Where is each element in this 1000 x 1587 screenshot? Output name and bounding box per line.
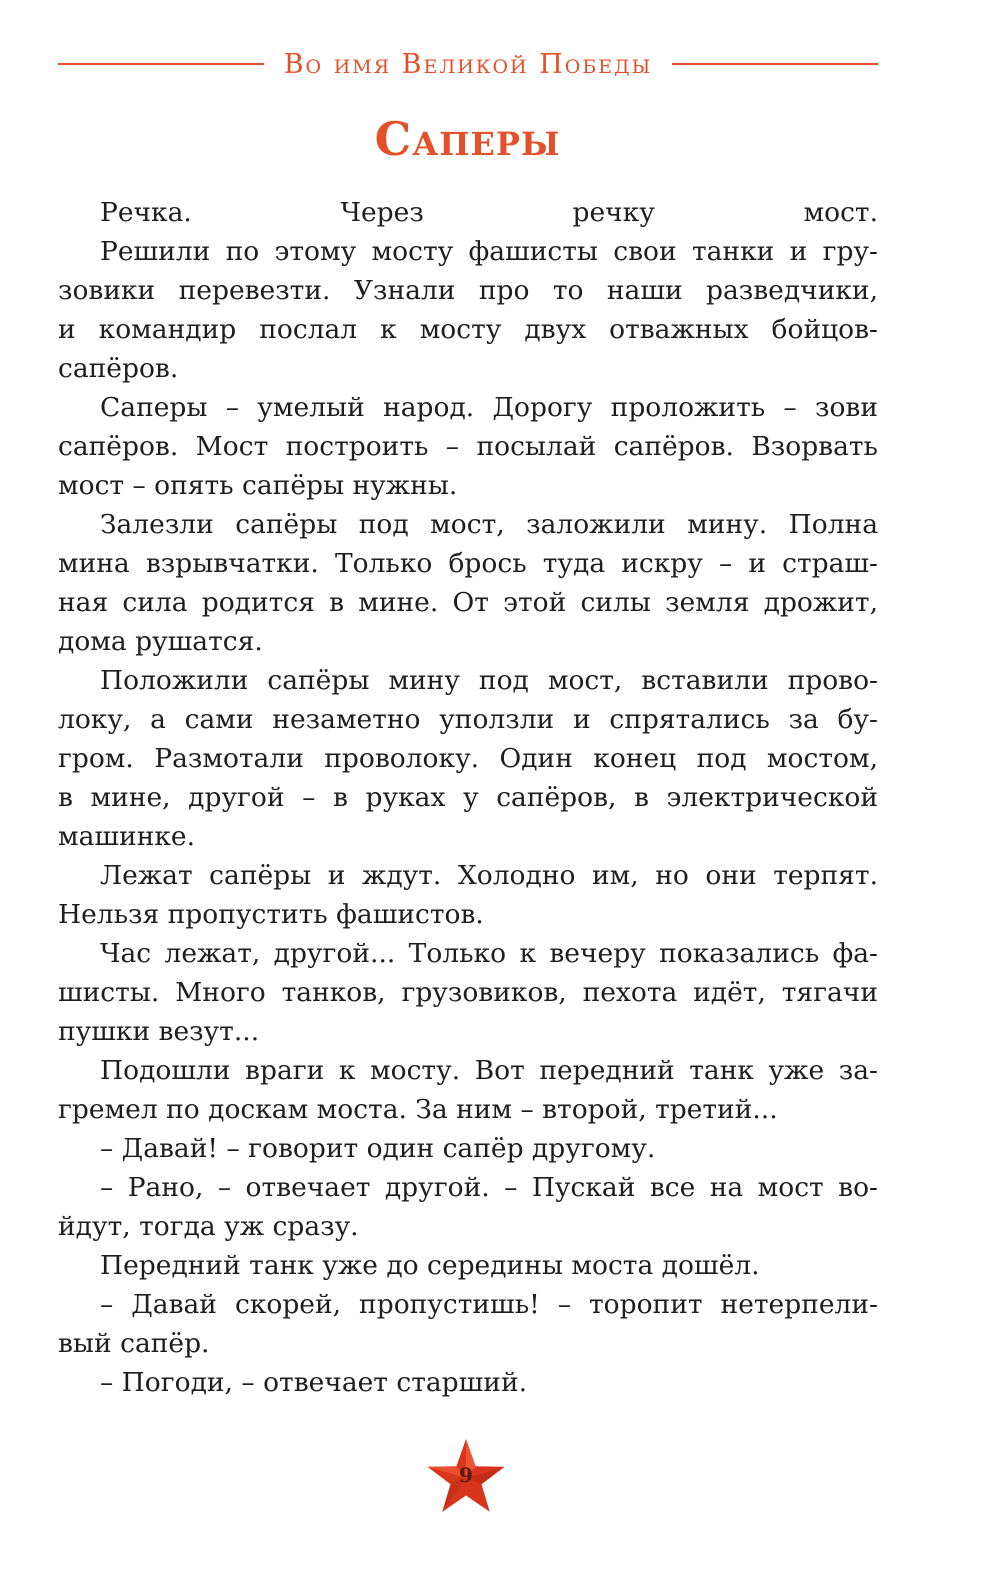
text-line: локу, а сами незаметно уползли и спрятались за бу- <box>58 704 878 735</box>
text-line: дома рушатся. <box>58 626 263 657</box>
text-line: Лежат сапёры и ждут. Холодно им, но они терпят. <box>100 860 878 891</box>
header-rule-left <box>58 63 264 65</box>
text-line: Решили по этому мосту фашисты свои танки и гру- <box>100 236 878 267</box>
text-line: мина взрывчатки. Только брось туда искру – и страш- <box>58 548 878 579</box>
text-line: зовики перевезти. Узнали про то наши разведчики, <box>58 275 878 306</box>
text-line: – Давай скорей, пропустишь! – торопит нетерпели- <box>100 1289 878 1320</box>
text-line: Час лежат, другой... Только к вечеру показались фа- <box>100 938 878 969</box>
running-header <box>58 44 878 84</box>
page-number-badge <box>424 1436 508 1520</box>
text-line: машинке. <box>58 821 196 852</box>
text-line: – Давай! – говорит один сапёр другому. <box>100 1133 656 1164</box>
text-line: Нельзя пропустить фашистов. <box>58 899 484 930</box>
text-line: в мине, другой – в руках у сапёров, в электрической <box>58 782 878 813</box>
text-line: – Рано, – отвечает другой. – Пускай все на мост во- <box>100 1172 878 1203</box>
chapter-title: Саперы <box>374 112 561 166</box>
text-line: – Погоди, – отвечает старший. <box>100 1367 528 1398</box>
header-rule-right <box>672 63 878 65</box>
text-line: йдут, тогда уж сразу. <box>58 1211 359 1242</box>
story-body <box>58 193 878 1402</box>
text-line: Подошли враги к мосту. Вот передний танк уже за- <box>100 1055 878 1086</box>
text-line: Саперы – умелый народ. Дорогу проложить – зови <box>100 392 878 423</box>
text-line: пушки везут... <box>58 1016 260 1047</box>
text-line: и командир послал к мосту двух отважных бойцов- <box>58 314 878 345</box>
text-line: гром. Размотали проволоку. Один конец под мостом, <box>58 743 878 774</box>
page-number: 9 <box>459 1463 473 1487</box>
text-line: сапёров. <box>58 353 179 384</box>
text-line: мост – опять сапёры нужны. <box>58 470 458 501</box>
text-line: Положили сапёры мину под мост, вставили прово- <box>100 665 878 696</box>
text-line: ная сила родится в мине. От этой силы земля дрожит, <box>58 587 878 618</box>
text-line: Речка. Через речку мост. <box>100 197 878 228</box>
text-line: сапёров. Мост построить – посылай сапёров. Взорвать <box>58 431 878 462</box>
text-line: вый сапёр. <box>58 1328 210 1359</box>
running-title: Во имя Великой Победы <box>283 48 653 80</box>
text-line: Передний танк уже до середины моста дошёл. <box>100 1250 760 1281</box>
text-line: гремел по доскам моста. За ним – второй, третий... <box>58 1094 778 1125</box>
text-line: Залезли сапёры под мост, заложили мину. Полна <box>100 509 878 540</box>
text-line: шисты. Много танков, грузовиков, пехота идёт, тягачи <box>58 977 878 1008</box>
